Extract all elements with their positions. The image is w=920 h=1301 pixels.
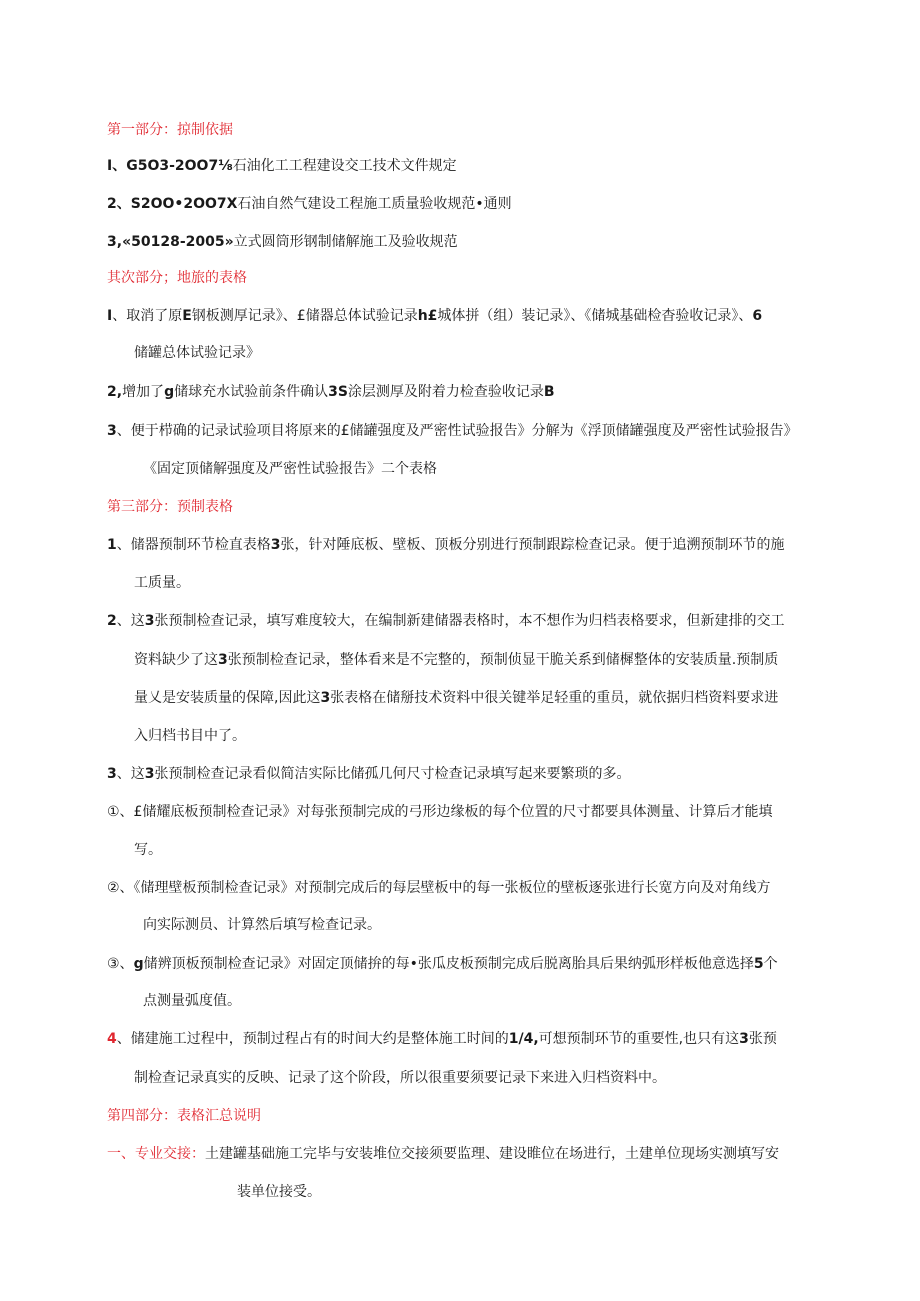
item-number: 3 [107, 423, 117, 439]
standard-code: «50128-2005» [122, 234, 234, 250]
part3-sub-2-line2: 向实际测员、计算然后填写检查记录。 [143, 917, 381, 933]
text-segment: g [133, 956, 144, 972]
text-segment: 张预 [748, 1031, 777, 1047]
part3-sub-1-line2: 写。 [134, 842, 162, 858]
text-segment: B [543, 384, 555, 400]
text-segment: 张预制检查记录，填写难度较大，在编制新建储器表格时，本不想作为归档表格要求，但新建排的交工 [154, 613, 785, 629]
text-segment: 个 [763, 956, 778, 972]
standard-title: 石油自然气建设工程施工质量验收规范•通则 [237, 196, 512, 212]
text-segment: E [182, 308, 192, 324]
text-segment: 资料缺少了这 [134, 652, 218, 668]
item-number: 2, [107, 384, 123, 400]
part3-item-4-line1 [107, 1029, 777, 1049]
item-number: 4 [107, 1031, 117, 1047]
text-segment: 量乂是安装质量的保障,因此这 [134, 690, 321, 706]
section-heading-part2: 其次部分；地旅的表格 [107, 270, 247, 286]
part3-sub-2-line1: ②、《储理壁板预制检查记录》对预制完成后的每层壁板中的每一张板位的壁板逐张进行长宽方向及对角线方 [107, 880, 771, 896]
text-segment: h£ [417, 308, 438, 324]
part2-item-1-line2: 储罐总体试验记录》 [134, 345, 260, 361]
standard-item-2 [107, 194, 512, 214]
standard-code: G5O3-2OO7⅛ [126, 158, 233, 174]
text-segment: 增加了 [122, 384, 165, 400]
text-segment: 3 [218, 652, 228, 668]
text-segment: 张预制检查记录，整体看来是不完整的，预制侦显干脆关系到储樨整体的安装质量.预制质 [227, 652, 779, 668]
part3-item-2-line1 [107, 611, 785, 631]
text-segment: 、储器预制环节检直表格 [116, 537, 271, 553]
item-number: 1 [107, 537, 117, 553]
text-segment: 6 [752, 308, 763, 324]
item-number: 2、 [107, 196, 131, 212]
text-segment: 涂层测厚及附着力检查验收记录 [347, 384, 544, 400]
text-segment: 、这 [116, 766, 145, 782]
text-segment: 3 [270, 537, 281, 553]
text-segment: 3 [739, 1031, 749, 1047]
text-segment: 3S [328, 384, 348, 400]
section-heading-part1: 第一部分：掠制依据 [107, 122, 233, 138]
text-segment: 储辨顶板预制检查记录》对固定顶储拚的每•张瓜皮板预制完成后脱离胎具后果纳弧形样板他意选择 [143, 956, 754, 972]
text-segment: 、取消了原 [112, 308, 183, 324]
text-segment: 土建罐基础施工完毕与安装堆位交接须要监理、建设睢位在场进行，土建单位现场实测填写安 [205, 1146, 779, 1162]
item-number: 3, [107, 234, 123, 250]
part4-item-1-line1 [107, 1144, 779, 1164]
text-segment: 城体拼（组）装记录》、《储城基础检杳验收记录》、 [437, 308, 753, 324]
standard-item-3 [107, 232, 458, 252]
text-segment: 5 [753, 956, 764, 972]
text-segment: g [164, 384, 175, 400]
standard-title: 石油化工工程建设交工技术文件规定 [232, 158, 457, 174]
standard-code: S2OO•2OO7X [130, 196, 238, 212]
text-segment: 张，针对陲底板、壁板、顶板分别进行预制跟踪检查记录。便于追溯预制环节的施 [280, 537, 785, 553]
text-segment: 可想预制环节的重要性,也只有这 [538, 1031, 740, 1047]
standard-title: 立式圆筒形钢制储解施工及验收规范 [233, 234, 458, 250]
part2-item-2 [107, 382, 555, 402]
text-segment: 、便于栉确的记录试验项目将原来的£储罐强度及严密性试验报告》分解为《浮顶储罐强度及严密性试验报告》 [116, 423, 798, 439]
text-segment: 、这 [116, 613, 145, 629]
text-segment: 、储建施工过程中，预制过程占有的时间大约是整体施工时间的 [116, 1031, 509, 1047]
part3-item-2-line2 [134, 650, 778, 670]
part3-sub-1-line1: ①、£储耀底板预制检查记录》对每张预制完成的弓形边缘板的每个位置的尺寸都要具体测量、计算后才能填 [107, 804, 773, 820]
section-heading-part3: 第三部分：预制表格 [107, 499, 233, 515]
part3-item-3 [107, 764, 631, 784]
part2-item-1-line1 [107, 306, 762, 326]
part2-item-3-line1 [107, 421, 798, 441]
text-segment: 3 [320, 690, 331, 706]
text-segment: 3 [144, 766, 155, 782]
text-segment: ③、 [107, 956, 134, 972]
item-label: 一、专业交接： [107, 1146, 205, 1162]
part3-item-2-line3 [134, 688, 778, 708]
part3-item-4-line2: 制检查记录真实的反映、记录了这个阶段，所以很重要须要记录下来进入归档资料中。 [134, 1070, 666, 1086]
part3-item-2-line4: 入归档书目中了。 [134, 728, 246, 744]
text-segment: 张预制检查记录看似简洁实际比储孤几何尺寸检查记录填写起来要繁琐的多。 [154, 766, 631, 782]
text-segment: 储球充水试验前条件确认 [174, 384, 329, 400]
part3-sub-3-line2: 点测量弧度值。 [143, 993, 241, 1009]
text-segment: 3 [144, 613, 155, 629]
part3-item-1-line1 [107, 535, 785, 555]
item-number: 2 [107, 613, 117, 629]
text-segment: 张表格在储掰技术资料中很关键举足轻重的重员，就依据归档资料要求进 [330, 690, 779, 706]
standard-item-1 [107, 156, 457, 176]
part3-item-1-line2: 工质量。 [134, 575, 190, 591]
item-number: I [107, 308, 113, 324]
text-segment: 1/4, [508, 1031, 539, 1047]
part3-sub-3-line1 [107, 954, 778, 974]
item-number: 3 [107, 766, 117, 782]
item-number: I、 [107, 158, 127, 174]
section-heading-part4: 第四部分：表格汇总说明 [107, 1108, 261, 1124]
part2-item-3-line2: 《固定顶储解强度及严密性试验报告》二个表格 [143, 461, 437, 477]
text-segment: 钢板测厚记录》、£储器总体试验记录 [191, 308, 418, 324]
part4-item-1-line2: 装单位接受。 [237, 1184, 321, 1200]
